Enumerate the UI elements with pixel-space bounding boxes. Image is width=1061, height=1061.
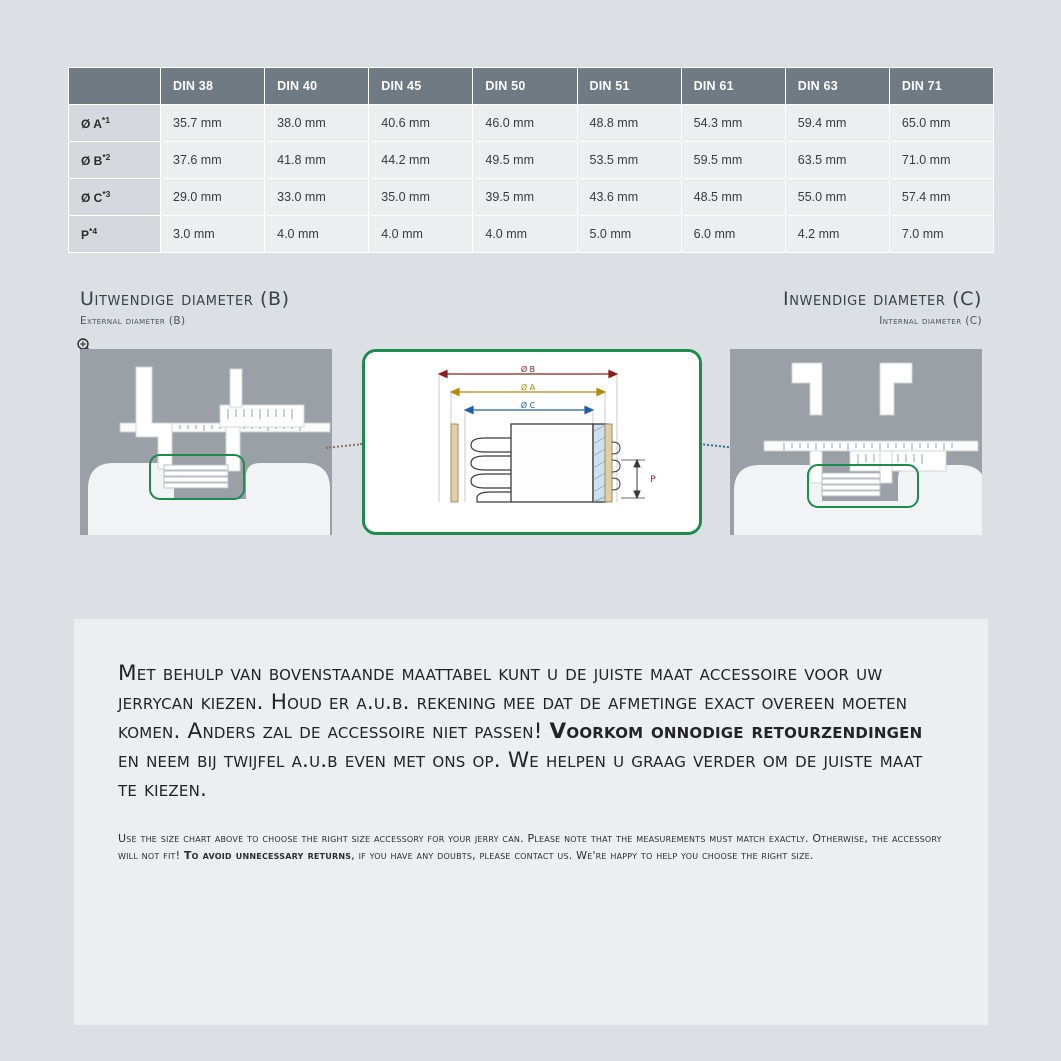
table-cell: 4.0 mm xyxy=(369,216,473,253)
table-cell: 43.6 mm xyxy=(577,179,681,216)
svg-text:P: P xyxy=(650,475,656,485)
table-cell: 55.0 mm xyxy=(785,179,889,216)
instructions-dutch xyxy=(118,659,944,804)
table-corner-cell xyxy=(69,68,161,105)
external-diameter-subtitle: External diameter (B) xyxy=(80,315,186,327)
table-cell: 57.4 mm xyxy=(889,179,993,216)
table-col-header: DIN 51 xyxy=(577,68,681,105)
row-note: *2 xyxy=(102,152,111,162)
instructions-english-part1: Use the size chart above to choose the right size accessory for your jerry can. Please note that the measurements must match exactly. Otherwise, the accessory will not fit! xyxy=(118,832,942,862)
table-cell: 44.2 mm xyxy=(369,142,473,179)
table-cell: 65.0 mm xyxy=(889,105,993,142)
table-col-header: DIN 45 xyxy=(369,68,473,105)
svg-text:Ø C: Ø C xyxy=(520,401,536,410)
table-cell: 38.0 mm xyxy=(265,105,369,142)
external-diameter-title: Uitwendige diameter (B) xyxy=(80,288,290,310)
table-cell: 46.0 mm xyxy=(473,105,577,142)
instructions-dutch-bold: Voorkom onnodige retourzendingen xyxy=(549,719,923,744)
instructions-english-part2: , if you have any doubts, please contact us. We're happy to help you choose the right size. xyxy=(351,849,814,862)
external-measurement-photo xyxy=(80,349,332,535)
instructions-dutch-part1: Met behulp van bovenstaande maattabel kunt u de juiste maat accessoire voor uw jerrycan kiezen. Houd er a.u.b. rekening mee dat de afmetinge exact overeen moeten komen. Anders zal de accessoire niet passen! xyxy=(118,661,908,744)
table-cell: 35.7 mm xyxy=(161,105,265,142)
table-header-row xyxy=(69,68,994,105)
instructions-dutch-part2: en neem bij twijfel a.u.b even met ons op. We helpen u graag verder om de juiste maat te kiezen. xyxy=(118,748,923,802)
table-cell: 4.2 mm xyxy=(785,216,889,253)
internal-diameter-heading xyxy=(783,288,982,327)
table-cell: 3.0 mm xyxy=(161,216,265,253)
size-table-header xyxy=(69,68,994,105)
svg-text:Ø A: Ø A xyxy=(520,383,536,392)
internal-measurement-photo xyxy=(730,349,982,535)
row-header xyxy=(69,216,161,253)
svg-text:Ø B: Ø B xyxy=(520,365,536,374)
row-note: *4 xyxy=(89,226,98,236)
internal-diameter-title: Inwendige diameter (C) xyxy=(783,288,982,310)
table-cell: 71.0 mm xyxy=(889,142,993,179)
size-table-body xyxy=(69,105,994,253)
diagram-headings xyxy=(68,288,994,344)
table-col-header: DIN 38 xyxy=(161,68,265,105)
size-table xyxy=(68,67,994,253)
instructions-english-bold: To avoid unnecessary returns xyxy=(183,849,352,862)
table-cell: 37.6 mm xyxy=(161,142,265,179)
instructions-english xyxy=(118,830,944,864)
table-row xyxy=(69,105,994,142)
table-col-header: DIN 63 xyxy=(785,68,889,105)
table-cell: 59.4 mm xyxy=(785,105,889,142)
table-cell: 5.0 mm xyxy=(577,216,681,253)
table-row xyxy=(69,216,994,253)
table-col-header: DIN 71 xyxy=(889,68,993,105)
table-cell: 48.8 mm xyxy=(577,105,681,142)
diagram-section xyxy=(68,288,994,535)
table-cell: 4.0 mm xyxy=(265,216,369,253)
table-cell: 33.0 mm xyxy=(265,179,369,216)
diagram-panels xyxy=(68,349,994,535)
row-note: *1 xyxy=(101,115,110,125)
row-label: P xyxy=(81,228,90,242)
table-cell: 39.5 mm xyxy=(473,179,577,216)
instructions-box xyxy=(74,619,988,1025)
table-row xyxy=(69,179,994,216)
external-diameter-heading xyxy=(80,288,290,327)
table-cell: 53.5 mm xyxy=(577,142,681,179)
table-cell: 6.0 mm xyxy=(681,216,785,253)
table-row xyxy=(69,142,994,179)
row-header xyxy=(69,105,161,142)
row-label: Ø A xyxy=(81,117,102,131)
table-cell: 63.5 mm xyxy=(785,142,889,179)
row-note: *3 xyxy=(102,189,111,199)
table-col-header: DIN 40 xyxy=(265,68,369,105)
row-header xyxy=(69,142,161,179)
table-cell: 59.5 mm xyxy=(681,142,785,179)
table-col-header: DIN 61 xyxy=(681,68,785,105)
size-table-container xyxy=(68,67,994,253)
table-cell: 48.5 mm xyxy=(681,179,785,216)
technical-drawing-panel xyxy=(362,349,702,535)
table-cell: 4.0 mm xyxy=(473,216,577,253)
table-cell: 41.8 mm xyxy=(265,142,369,179)
internal-diameter-subtitle: Internal diameter (C) xyxy=(879,315,982,327)
row-label: Ø B xyxy=(81,154,103,168)
table-cell: 49.5 mm xyxy=(473,142,577,179)
table-cell: 7.0 mm xyxy=(889,216,993,253)
table-cell: 54.3 mm xyxy=(681,105,785,142)
table-cell: 29.0 mm xyxy=(161,179,265,216)
row-header xyxy=(69,179,161,216)
table-cell: 40.6 mm xyxy=(369,105,473,142)
table-col-header: DIN 50 xyxy=(473,68,577,105)
table-cell: 35.0 mm xyxy=(369,179,473,216)
row-label: Ø C xyxy=(81,191,103,205)
